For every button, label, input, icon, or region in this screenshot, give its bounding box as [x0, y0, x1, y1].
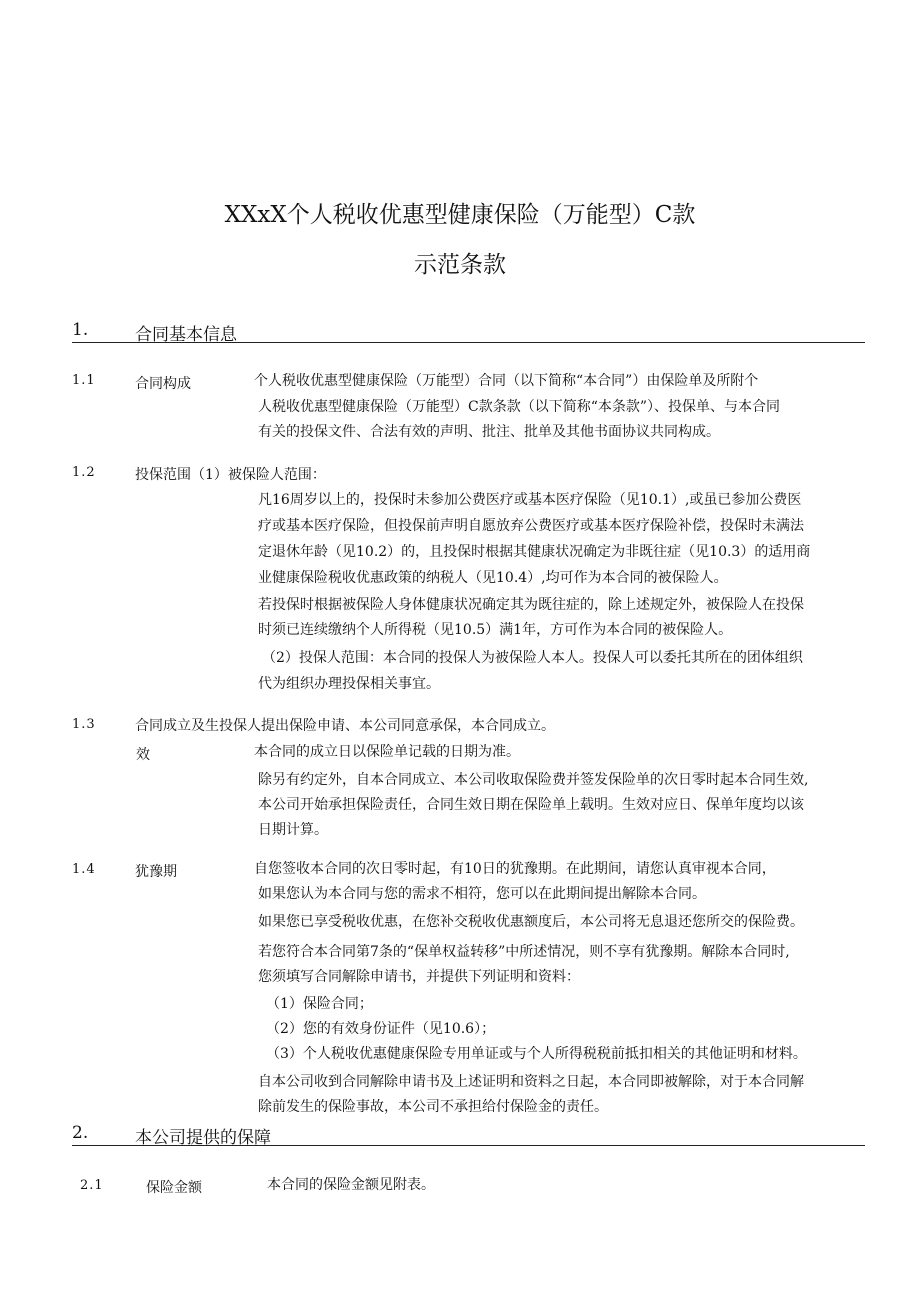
clause-1-4-list-item: （3）个人税收优惠健康保险专用单证或与个人所得税税前抵扣相关的其他证明和材料。 — [266, 1046, 807, 1062]
section-2-number: 2. — [72, 1123, 89, 1143]
clause-1-4-line: 您须填写合同解除申请书，并提供下列证明和资料： — [258, 969, 580, 985]
section-2-rule — [72, 1145, 865, 1146]
clause-1-2-paragraph-line: 时须已连续缴纳个人所得税（见10.5）满1年，方可作为本合同的被保险人。 — [258, 622, 733, 638]
clause-1-3-number: 1.3 — [72, 717, 96, 732]
clause-1-2-paragraph-line: 疗或基本医疗保险，但投保前声明自愿放弃公费医疗或基本医疗保险补偿，投保时未满法 — [258, 518, 804, 534]
clause-1-3-label: 合同成立及生投保人提出保险申请、本公司同意承保，本合同成立。 — [135, 718, 555, 734]
clause-1-3-paragraph-line: 日期计算。 — [258, 822, 328, 838]
clause-1-2-paragraph-line: 业健康保险税收优惠政策的纳税人（见10.4）,均可作为本合同的被保险人。 — [258, 570, 728, 586]
clause-1-4-line: 自本公司收到合同解除申请书及上述证明和资料之日起，本合同即被解除，对于本合同解 — [258, 1074, 804, 1090]
clause-1-1-label: 合同构成 — [135, 376, 191, 392]
clause-1-3-line: 本合同的成立日以保险单记载的日期为准。 — [254, 744, 520, 760]
clause-1-4-list-item: （2）您的有效身份证件（见10.6）； — [266, 1021, 496, 1037]
clause-1-2-number: 1.2 — [72, 465, 96, 480]
section-1-title: 合同基本信息 — [135, 325, 237, 345]
clause-1-4-line: 若您符合本合同第7条的“保单权益转移”中所述情况，则不享有犹豫期。解除本合同时, — [258, 944, 790, 960]
clause-1-3-paragraph-line: 本公司开始承担保险责任，合同生效日期在保险单上载明。生效对应日、保单年度均以该 — [258, 797, 804, 813]
clause-1-4-number: 1.4 — [72, 862, 96, 877]
clause-1-1-number: 1.1 — [72, 373, 96, 388]
clause-1-1-line: 人税收优惠型健康保险（万能型）C款条款（以下简称“本条款”）、投保单、与本合同 — [258, 399, 781, 415]
clause-1-1-line: 有关的投保文件、合法有效的声明、批注、批单及其他书面协议共同构成。 — [258, 424, 720, 440]
clause-2-1-text: 本合同的保险金额见附表。 — [267, 1177, 435, 1193]
clause-1-4-line: 除前发生的保险事故，本公司不承担给付保险金的责任。 — [258, 1099, 608, 1115]
clause-1-3-paragraph-line: 除另有约定外，自本合同成立、本公司收取保险费并签发保险单的次日零时起本合同生效, — [258, 772, 809, 788]
clause-2-1-label: 保险金额 — [146, 1180, 202, 1196]
clause-1-4-list-item: （1）保险合同； — [266, 996, 373, 1012]
clause-1-4-line: 如果您认为本合同与您的需求不相符，您可以在此期间提出解除本合同。 — [258, 886, 706, 902]
clause-1-4-line: 如果您已享受税收优惠，在您补交税收优惠额度后，本公司将无息退还您所交的保险费。 — [258, 914, 804, 930]
section-1-number: 1. — [72, 320, 89, 340]
section-2-title: 本公司提供的保障 — [135, 1128, 271, 1148]
clause-1-2-paragraph-line: 凡16周岁以上的，投保时未参加公费医疗或基本医疗保险（见10.1）,或虽已参加公费医 — [258, 492, 802, 508]
clause-1-2-paragraph-line: （2）投保人范围：本合同的投保人为被保险人本人。投保人可以委托其所在的团体组织 — [262, 650, 803, 666]
clause-1-2-paragraph-line: 定退休年龄（见10.2）的，且投保时根据其健康状况确定为非既往症（见10.3）的适用商 — [258, 544, 811, 560]
clause-1-2-paragraph-line: 若投保时根据被保险人身体健康状况确定其为既往症的，除上述规定外，被保险人在投保 — [258, 597, 804, 613]
section-1-rule — [72, 342, 865, 343]
document-title: XXxX个人税收优惠型健康保险（万能型）C款 — [224, 202, 696, 228]
clause-1-2-label: 投保范围（1）被保险人范围： — [135, 467, 326, 483]
document-subtitle: 示范条款 — [414, 252, 506, 278]
clause-1-1-line: 个人税收优惠型健康保险（万能型）合同（以下简称“本合同”）由保险单及所附个 — [254, 373, 759, 389]
clause-2-1-number: 2.1 — [80, 1178, 104, 1193]
clause-1-4-line: 自您签收本合同的次日零时起，有10日的犹豫期。在此期间，请您认真审视本合同， — [254, 861, 776, 877]
clause-1-3-label-tail: 效 — [136, 747, 150, 763]
clause-1-4-label: 犹豫期 — [135, 864, 177, 880]
clause-1-2-paragraph-line: 代为组织办理投保相关事宜。 — [258, 676, 440, 692]
